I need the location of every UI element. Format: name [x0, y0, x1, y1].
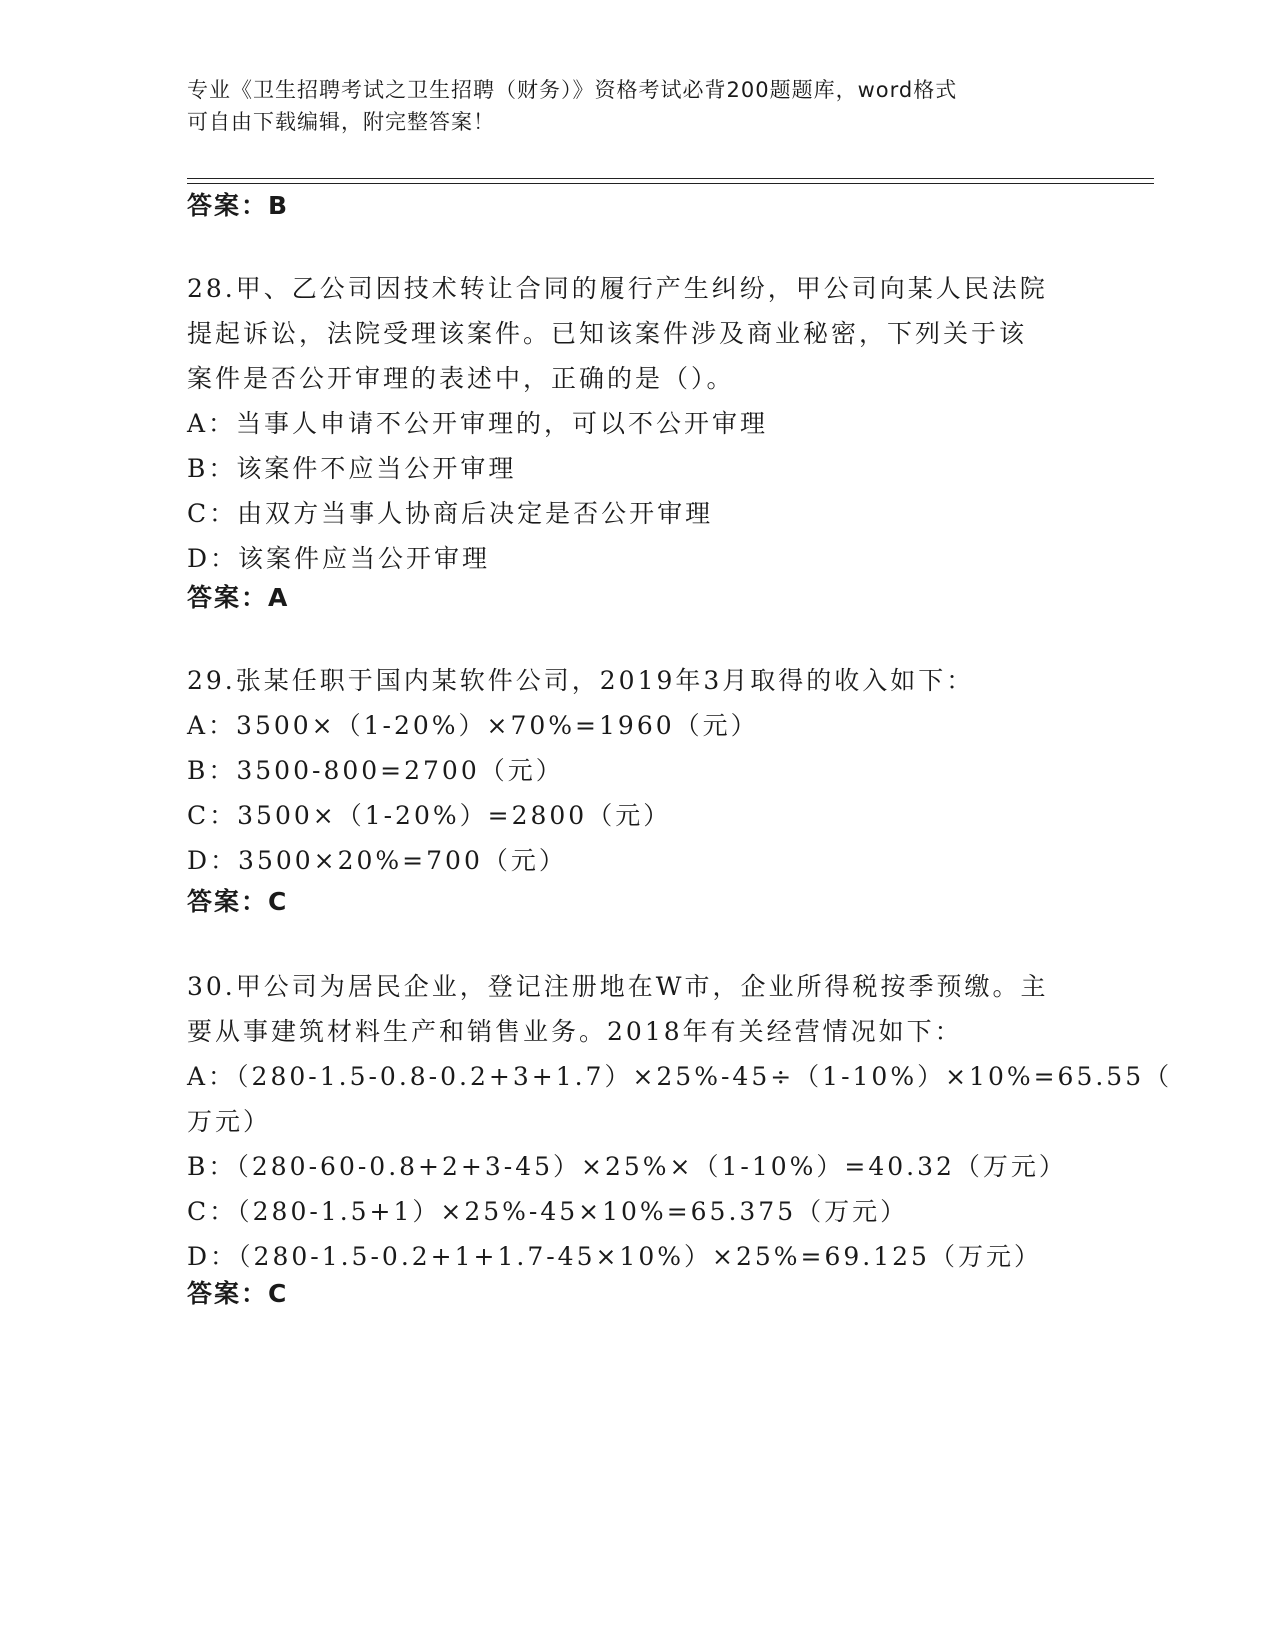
option-b: B：该案件不应当公开审理	[187, 454, 517, 483]
option-a: A：3500×（1-20%）×70%=1960（元）	[187, 711, 759, 740]
question-28	[187, 266, 1087, 581]
question-stem-line: 要从事建筑材料生产和销售业务。2018年有关经营情况如下：	[187, 1017, 963, 1046]
answer-28: 答案：A	[187, 583, 290, 612]
option-c: C：（280-1.5+1）×25%-45×10%=65.375（万元）	[187, 1197, 909, 1226]
option-a-continued: 万元）	[187, 1107, 272, 1136]
answer-29: 答案：C	[187, 887, 289, 916]
question-stem-line: 案件是否公开审理的表述中，正确的是（）。	[187, 364, 735, 393]
answer-prev: 答案：B	[187, 191, 290, 220]
option-c: C：3500×（1-20%）=2800（元）	[187, 801, 672, 830]
answer-30: 答案：C	[187, 1279, 289, 1308]
option-c: C：由双方当事人协商后决定是否公开审理	[187, 499, 714, 528]
option-d: D：该案件应当公开审理	[187, 544, 491, 573]
header-divider	[187, 178, 1154, 184]
option-b: B：（280-60-0.8+2+3-45）×25%×（1-10%）=40.32（万元）	[187, 1152, 1067, 1181]
question-stem-line: 30.甲公司为居民企业，登记注册地在W市，企业所得税按季预缴。主	[187, 972, 1049, 1001]
option-d: D：3500×20%=700（元）	[187, 846, 567, 875]
question-29	[187, 658, 1087, 883]
option-a: A：当事人申请不公开审理的，可以不公开审理	[187, 409, 769, 438]
question-30	[187, 964, 1173, 1279]
question-stem-line: 29.张某任职于国内某软件公司，2019年3月取得的收入如下：	[187, 666, 975, 695]
question-stem-line: 提起诉讼，法院受理该案件。已知该案件涉及商业秘密，下列关于该	[187, 319, 1028, 348]
option-d: D：（280-1.5-0.2+1+1.7-45×10%）×25%=69.125（万元）	[187, 1242, 1042, 1271]
page-header: 专业《卫生招聘考试之卫生招聘（财务）》资格考试必背200题题库，word格式 可自由下载编辑，附完整答案！	[187, 78, 958, 134]
option-a: A：（280-1.5-0.8-0.2+3+1.7）×25%-45÷（1-10%）×10%=65.55（	[187, 1062, 1173, 1091]
option-b: B：3500-800=2700（元）	[187, 756, 564, 785]
question-stem-line: 28.甲、乙公司因技术转让合同的履行产生纠纷，甲公司向某人民法院	[187, 274, 1048, 303]
